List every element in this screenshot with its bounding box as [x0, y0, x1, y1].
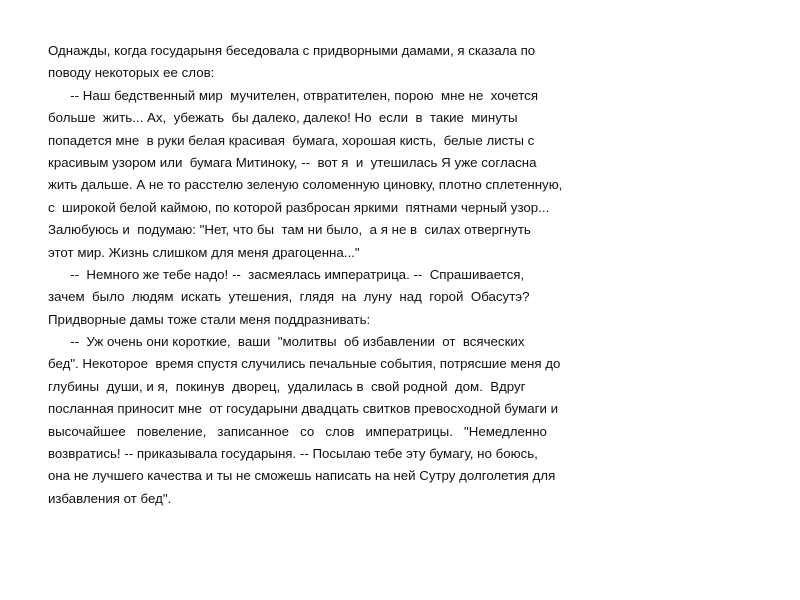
- text-line: больше жить... Ах, убежать бы далеко, далеко! Но если в такие минуты: [48, 110, 518, 126]
- text-line: она не лучшего качества и ты не сможешь написать на ней Сутру долголетия для: [48, 468, 556, 484]
- text-line: Однажды, когда государыня беседовала с придворными дамами, я сказала по: [48, 43, 536, 58]
- text-line: жить дальше. А не то расстелю зеленую соломенную циновку, плотно сплетенную,: [48, 177, 563, 193]
- text-line: -- Немного же тебе надо! -- засмеялась императрица. -- Спрашивается,: [48, 266, 525, 282]
- text-line: этот мир. Жизнь слишком для меня драгоценна...": [48, 244, 360, 260]
- text-line: бед". Некоторое время спустя случились печальные события, потрясшие меня до: [48, 356, 561, 372]
- text-line: зачем было людям искать утешения, глядя на луну над горой Обасутэ?: [48, 289, 530, 305]
- text-line: красивым узором или бумага Митиноку, -- вот я и утешилась Я уже согласна: [48, 154, 537, 170]
- text-line: -- Уж очень они короткие, ваши "молитвы об избавлении от всяческих: [48, 334, 525, 350]
- text-line: Залюбуюсь и подумаю: "Нет, что бы там ни было, а я не в силах отвергнуть: [48, 222, 531, 238]
- text-line: попадется мне в руки белая красивая бумага, хорошая кисть, белые листы с: [48, 132, 535, 148]
- text-line: посланная приносит мне от государыни двадцать свитков превосходной бумаги и: [48, 401, 559, 417]
- text-line: высочайшее повеление, записанное со слов императрицы. "Немедленно: [48, 423, 547, 439]
- text-line: поводу некоторых ее слов:: [48, 65, 215, 81]
- text-line: возвратись! -- приказывала государыня. -- Посылаю тебе эту бумагу, но боюсь,: [48, 446, 538, 462]
- text-line: глубины души, и я, покинув дворец, удалилась в свой родной дом. Вдруг: [48, 378, 526, 394]
- text-line: с широкой белой каймою, по которой разбросан яркими пятнами черный узор...: [48, 199, 550, 215]
- text-line: Придворные дамы тоже стали меня поддразнивать:: [48, 311, 371, 327]
- text-line: избавления от бед".: [48, 490, 172, 506]
- document-body: [48, 40, 788, 510]
- text-line: -- Наш бедственный мир мучителен, отвратителен, порою мне не хочется: [48, 87, 539, 103]
